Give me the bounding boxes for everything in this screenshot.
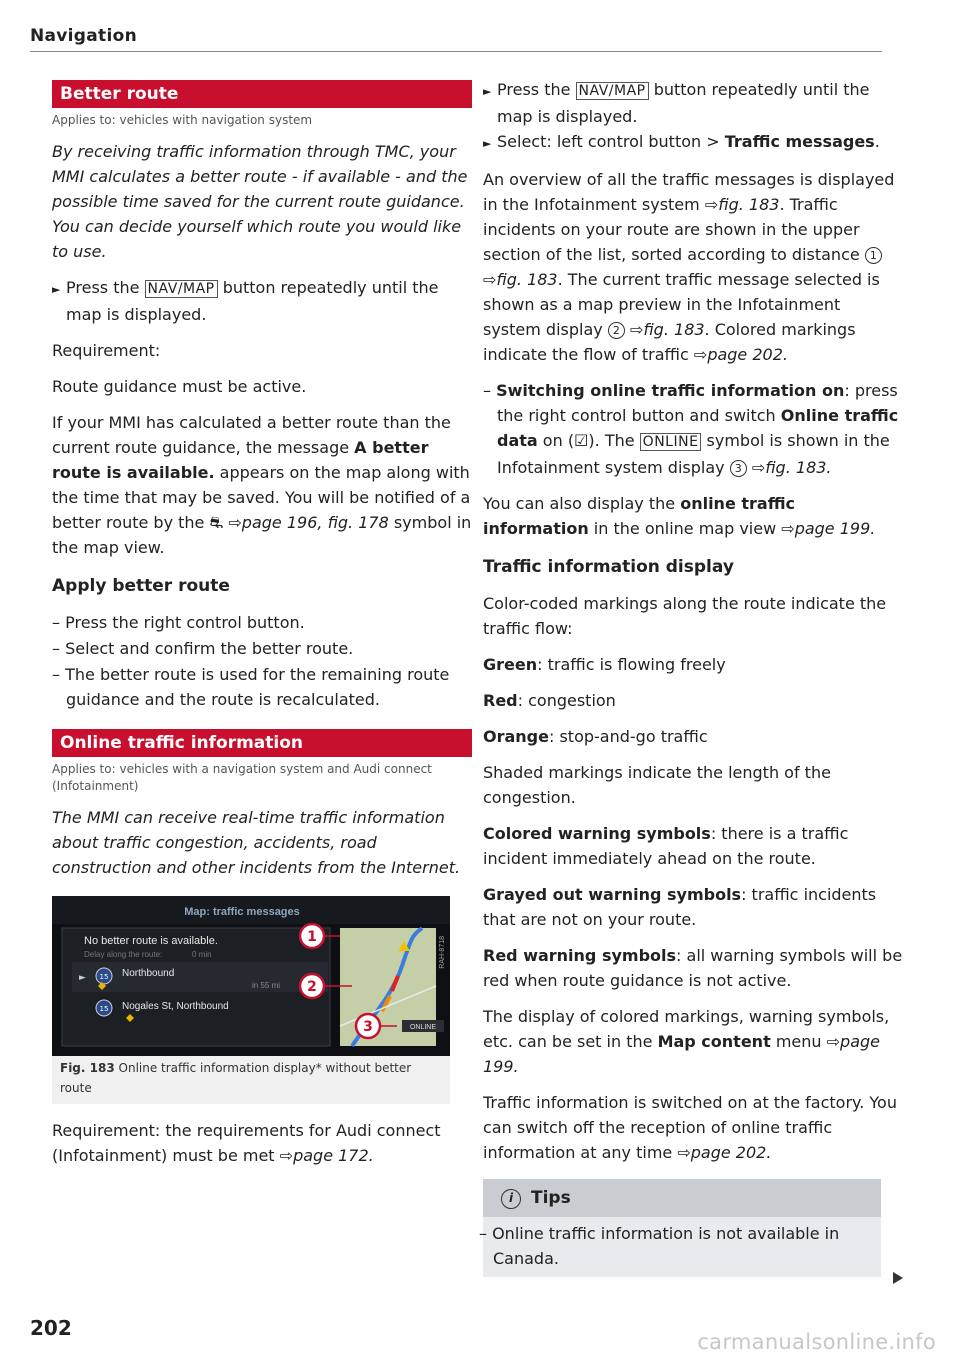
tips-box	[479, 1179, 881, 1277]
continue-arrow-icon	[893, 1272, 903, 1284]
applies-to-text: Applies to: vehicles with navigation system	[52, 113, 313, 127]
callout-marker-3: 3	[730, 460, 747, 477]
shaded-paragraph: Shaded markings indicate the length of the congestion.	[483, 763, 831, 807]
page-ref-link[interactable]: page 172.	[293, 1146, 374, 1165]
better-route-paragraph: If your MMI has calculated a better route than the current route guidance, the message A better route is available. appears on the map along with the time that may be saved. You will be notified of a better route by the ⛐ ⇨page 196, fig. 178 symbol in the map view.	[52, 413, 472, 557]
msg-sub: Delay along the route:	[84, 950, 163, 959]
intro-text: The MMI can receive real-time traffic information about traffic congestion, accidents, road construction and other incidents from the Internet.	[52, 808, 461, 877]
tips-text: – Online traffic information is not available in Canada.	[479, 1224, 840, 1268]
svg-text:15: 15	[99, 973, 109, 981]
fig-ref-link[interactable]: fig. 183	[643, 320, 705, 339]
info-icon: i	[501, 1189, 521, 1209]
list-item: – Select and confirm the better route.	[52, 639, 354, 658]
svg-text:15: 15	[99, 1005, 109, 1013]
online-button-label: ONLINE	[640, 433, 702, 451]
msg-title: No better route is available.	[84, 935, 218, 947]
subheading-apply-better-route: Apply better route	[52, 576, 230, 596]
item-northbound: Northbound	[122, 968, 175, 979]
figure-183	[52, 896, 450, 1104]
figure-caption: Fig. 183 Online traffic information display* without better route	[60, 1061, 412, 1095]
page-header-title: Navigation	[30, 26, 137, 46]
overview-paragraph: An overview of all the traffic messages is displayed in the Infotainment system ⇨fig. 183. Traffic incidents on your route are shown in the upper section of the list, sorted according to distance 1 ⇨fig. 183. The current traffic message selected is shown as a map preview in the Infotainment system display 2 ⇨fig. 183. Colored markings indicate the flow of traffic ⇨page 202.	[483, 170, 895, 364]
svg-text:1: 1	[307, 929, 317, 945]
header-divider	[30, 51, 882, 52]
intro-text: By receiving traffic information through TMC, your MMI calculates a better route - if available - and the possible time saved for the current route guidance. You can decide yourself which route you would like to use.	[52, 142, 468, 261]
map-content-paragraph: The display of colored markings, warning symbols, etc. can be set in the Map content menu ⇨page 199.	[483, 1007, 890, 1076]
requirement-label: Requirement:	[52, 341, 161, 360]
online-badge: ONLINE	[409, 1024, 437, 1031]
grayed-warning-item: Grayed out warning symbols: traffic incidents that are not on your route.	[483, 885, 877, 929]
selection-arrow-icon: ►	[79, 973, 86, 983]
red-warning-item: Red warning symbols: all warning symbols will be red when route guidance is not active.	[483, 946, 903, 990]
msg-sub-value: 0 min	[192, 950, 212, 959]
page-ref-link[interactable]: page 199.	[483, 1032, 880, 1076]
tips-header: i Tips	[483, 1179, 881, 1217]
color-intro: Color-coded markings along the route indicate the traffic flow:	[483, 594, 887, 638]
page-ref-link[interactable]: page 196,	[241, 513, 323, 532]
svg-text:2: 2	[307, 979, 317, 995]
orange-item: Orange: stop-and-go traffic	[483, 727, 708, 746]
requirement-connect: Requirement: the requirements for Audi connect (Infotainment) must be met ⇨page 172.	[52, 1121, 441, 1165]
page-number: 202	[30, 1316, 72, 1340]
right-column	[479, 77, 903, 1277]
fig-ref-link[interactable]: fig. 183.	[765, 458, 832, 477]
navmap-button-label: NAV/MAP	[576, 82, 649, 100]
step-arrow-icon: ►	[483, 137, 492, 150]
arrow-ref-icon: ⇨	[228, 513, 242, 532]
callout-marker-2: 2	[608, 322, 625, 339]
left-column	[52, 80, 472, 1168]
step-arrow-icon: ►	[483, 85, 492, 98]
green-item: Green: traffic is flowing freely	[483, 655, 726, 674]
fig-ref-link[interactable]: fig. 178	[327, 513, 389, 532]
svg-text:3: 3	[363, 1019, 373, 1035]
step-press-navmap: ► Press the NAV/MAP button repeatedly until the map is displayed.	[52, 278, 439, 324]
navmap-button-label: NAV/MAP	[145, 280, 218, 298]
switch-online-item: – Switching online traffic information on: press the right control button and switch Online traffic data on (☑). The ONLINE symbol is shown in the Infotainment system display 3 ⇨fig. 183.	[483, 381, 899, 477]
arrow-ref-icon: ⇨	[279, 1146, 294, 1165]
better-route-symbol-icon: ⛐	[209, 513, 224, 532]
step-arrow-icon: ►	[52, 283, 61, 296]
list-item: – Press the right control button.	[52, 613, 305, 632]
page-ref-link[interactable]: page 199.	[794, 519, 876, 538]
figure-code: RAH-8718	[439, 936, 446, 969]
fig-ref-link[interactable]: fig. 183	[718, 195, 780, 214]
page-ref-link[interactable]: page 202.	[690, 1143, 772, 1162]
requirement-text: Route guidance must be active.	[52, 377, 307, 396]
subheading-traffic-display: Traffic information display	[483, 557, 734, 577]
screen-title: Map: traffic messages	[184, 906, 300, 918]
section-title-better-route: Better route	[52, 80, 472, 108]
colored-warning-item: Colored warning symbols: there is a traffic incident immediately ahead on the route.	[483, 824, 849, 868]
fig-ref-link[interactable]: fig. 183	[496, 270, 558, 289]
applies-to-text: Applies to: vehicles with a navigation system and Audi connect (Infotainment)	[52, 762, 432, 793]
online-map-paragraph: You can also display the online traffic information in the online map view ⇨page 199.	[483, 494, 876, 538]
section-title-online-traffic: Online traffic information	[52, 729, 472, 757]
factory-paragraph: Traffic information is switched on at the factory. You can switch off the reception of online traffic information at any time ⇨page 202.	[483, 1093, 897, 1162]
step-select-traffic: ► Select: left control button > Traffic messages.	[483, 129, 903, 156]
item-nogales: Nogales St, Northbound	[122, 1001, 229, 1012]
page-ref-link[interactable]: page 202.	[707, 345, 788, 364]
step-press-navmap: ► Press the NAV/MAP button repeatedly until the map is displayed.	[483, 80, 870, 126]
mmi-screen-illustration	[52, 896, 450, 1056]
callout-marker-1: 1	[865, 247, 882, 264]
red-item: Red: congestion	[483, 691, 616, 710]
watermark: carmanualsonline.info	[697, 1330, 936, 1354]
item-distance: in 55 mi	[252, 981, 281, 990]
list-item: – The better route is used for the remaining route guidance and the route is recalculated.	[52, 665, 450, 709]
